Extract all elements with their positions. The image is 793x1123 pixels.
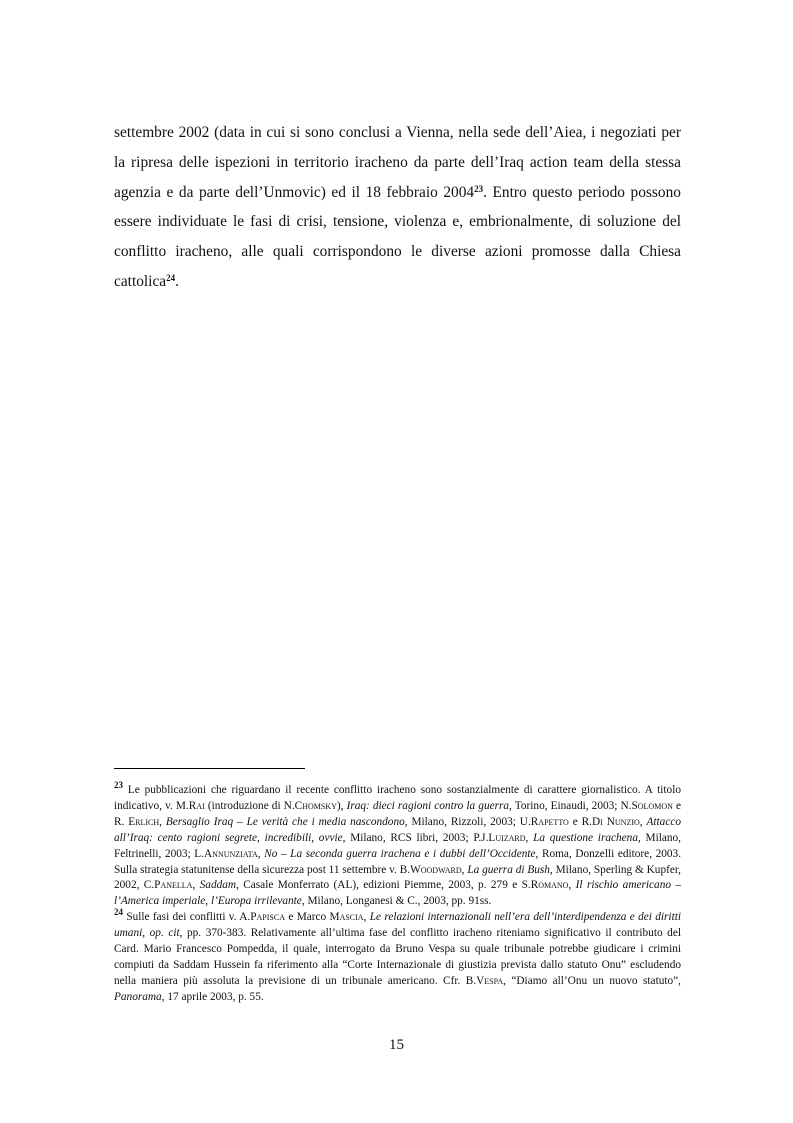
- footnote-ref-23[interactable]: 23: [474, 183, 484, 194]
- footnote-ref-24[interactable]: 24: [166, 272, 176, 283]
- footnote-24: $^{24}$ Sulle fasi dei conflitti v. A.Papisca e Marco Mascia, Le relazioni internazionali nell’era dell’interdipendenza e dei diritti umani, op. cit, pp. 370-383. Relativamente all’ultima fase del conflitto iracheno riteniamo significativo il contributo del Card. Mario Francesco Pompedda, il quale, interrogato da Bruno Vespa su quale tribunale potrebbe giudicare i crimini compiuti da Saddam Hussein fa riferimento alla “Corte Internazionale di giustizia prevista dallo statuto Onu” escludendo nella maniera più assoluta la previsione di un tribunale americano. Cfr. B.Vespa, “Diamo all’Onu un nuovo statuto”, Panorama, 17 aprile 2003, p. 55.: [114, 907, 681, 1003]
- page-number: 15: [389, 1037, 404, 1053]
- footnote-number: 23: [114, 780, 123, 790]
- main-paragraph: settembre 2002 (data in cui si sono conclusi a Vienna, nella sede dell’Aiea, i negoziati per la ripresa delle ispezioni in territorio iracheno da parte dell’Iraq action team della stessa agenzia e da parte dell’Unmovic) ed il 18 febbraio 2004$^{23}$. Entro questo periodo possono essere individuate le fasi di crisi, tensione, violenza e, embrionalmente, di soluzione del conflitto iracheno, alle quali corrispondono le diverse azioni promosse dalla Chiesa cattolica$^{24}$.: [114, 124, 681, 290]
- footnote-23: $^{23}$ Le pubblicazioni che riguardano il recente conflitto iracheno sono sostanzialmente di carattere giornalistico. A titolo indicativo, v. M.Rai (introduzione di N.Chomsky), Iraq: dieci ragioni contro la guerra, Torino, Einaudi, 2003; N.Solomon e R. Erlich, Bersaglio Iraq – Le verità che i media nascondono, Milano, Rizzoli, 2003; U.Rapetto e R.Di Nunzio, Attacco all’Iraq: cento ragioni segrete, incredibili, ovvie, Milano, RCS libri, 2003; P.J.Luizard, La questione irachena, Milano, Feltrinelli, 2003; L.Annunziata, No – La seconda guerra irachena e i dubbi dell’Occidente, Roma, Donzelli editore, 2003. Sulla strategia statunitense della sicurezza post 11 settembre v. B.Woodward, La guerra di Bush, Milano, Sperling & Kupfer, 2002, C.Panella, Saddam, Casale Monferrato (AL), edizioni Piemme, 2003, p. 279 e S.Romano, Il rischio americano – l’America imperiale, l’Europa irrilevante, Milano, Longanesi & C., 2003, pp. 91ss.: [114, 780, 682, 908]
- footnote-number: 24: [114, 907, 123, 918]
- footnote-separator: [114, 768, 305, 769]
- footnotes-area: [114, 780, 682, 1006]
